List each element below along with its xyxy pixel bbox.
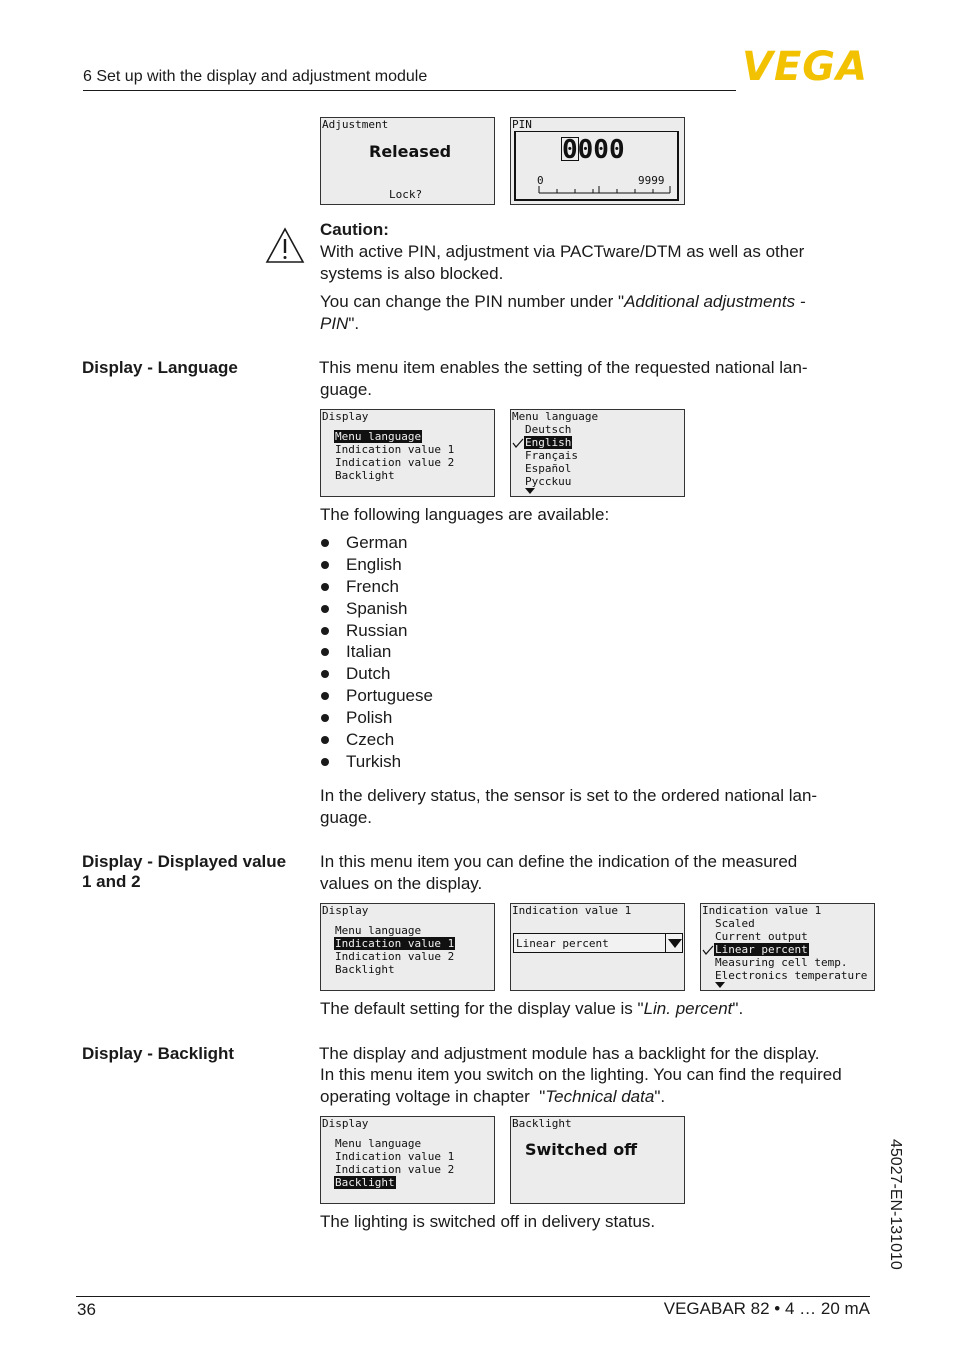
- lcd-item: Indication value 2: [335, 950, 455, 963]
- lcd-item: Indication value 1: [335, 1150, 455, 1163]
- displayed-value-intro: values on the display.: [320, 874, 483, 893]
- lcd-item: Indication value 2: [335, 1163, 455, 1176]
- lcd-prompt: Lock?: [389, 188, 423, 201]
- lcd-item-selected: Backlight: [335, 1176, 395, 1189]
- lcd-item: Backlight: [335, 963, 395, 976]
- backlight-text: In this menu item you switch on the lighting. You can find the required: [320, 1065, 842, 1084]
- list-item: Russian: [320, 620, 433, 642]
- lcd-dropdown: [513, 933, 683, 953]
- caution-line: systems is also blocked.: [320, 264, 504, 283]
- pin-min: 0: [537, 174, 544, 187]
- scroll-down-arrow-icon: [715, 982, 725, 988]
- pin-max: 9999: [638, 174, 665, 187]
- lcd-item: Français: [525, 449, 578, 462]
- caution-pin-note: You can change the PIN number under "Additional adjustments -: [320, 292, 806, 311]
- default-setting-text: The default setting for the display value is "Lin. percent".: [320, 999, 744, 1018]
- pin-cursor: [561, 137, 579, 161]
- bullet-icon: [321, 736, 329, 744]
- pin-value: 0000: [562, 135, 625, 165]
- displayed-value-label: Display - Displayed value: [82, 852, 287, 871]
- lcd-title: Display: [322, 1117, 369, 1130]
- caution-pin-note-end: PIN".: [320, 314, 360, 333]
- lcd-backlight-screen: [510, 1116, 685, 1204]
- bullet-icon: [321, 605, 329, 613]
- languages-available-text: The following languages are available:: [320, 505, 610, 524]
- lcd-item: Backlight: [335, 469, 395, 482]
- lcd-display-menu: [320, 1116, 495, 1204]
- bullet-icon: [321, 670, 329, 678]
- lcd-item-selected: Linear percent: [715, 943, 808, 956]
- caution-line: With active PIN, adjustment via PACTware/DTM as well as other: [320, 242, 805, 261]
- list-item: French: [320, 576, 433, 598]
- list-item: Italian: [320, 641, 433, 663]
- bullet-icon: [321, 561, 329, 569]
- lcd-title: Menu language: [512, 410, 599, 423]
- language-intro: This menu item enables the setting of the requested national lan-: [319, 358, 808, 377]
- lcd-item: Indication value 2: [335, 456, 455, 469]
- list-item: Polish: [320, 707, 433, 729]
- lcd-item: Menu language: [335, 1137, 422, 1150]
- lcd-item-selected: Menu language: [335, 430, 422, 443]
- list-item: Dutch: [320, 663, 433, 685]
- displayed-value-intro: In this menu item you can define the indication of the measured: [320, 852, 798, 871]
- lcd-item: Deutsch: [525, 423, 572, 436]
- displayed-value-label: 1 and 2: [82, 872, 141, 891]
- list-item: Czech: [320, 729, 433, 751]
- bullet-icon: [321, 648, 329, 656]
- lcd-title: Indication value 1: [512, 904, 632, 917]
- list-item: German: [320, 532, 433, 554]
- lcd-adjustment-screen: [320, 117, 495, 205]
- scroll-down-arrow-icon: [525, 488, 535, 494]
- bullet-icon: [321, 692, 329, 700]
- lcd-dropdown-value: Linear percent: [516, 937, 609, 950]
- lcd-display-menu: [320, 903, 495, 991]
- backlight-label: Display - Backlight: [82, 1044, 235, 1063]
- lcd-value: Switched off: [525, 1140, 638, 1159]
- language-intro: guage.: [320, 380, 372, 399]
- lcd-item: Indication value 1: [335, 443, 455, 456]
- lcd-item: Scaled: [715, 917, 755, 930]
- delivery-status-text: In the delivery status, the sensor is set to the ordered national lan-: [320, 786, 818, 805]
- page-number: 36: [77, 1300, 96, 1319]
- backlight-text: The display and adjustment module has a backlight for the display.: [319, 1044, 820, 1063]
- bullet-icon: [321, 539, 329, 547]
- header-rule: [83, 90, 736, 91]
- warning-triangle-icon: [265, 227, 305, 264]
- lcd-title: Display: [322, 904, 369, 917]
- lcd-menu-language: [510, 409, 685, 497]
- footer-product: VEGABAR 82 • 4 … 20 mA: [663, 1299, 870, 1318]
- lcd-title: Display: [322, 410, 369, 423]
- lcd-item: Measuring cell temp.: [715, 956, 848, 969]
- list-item: Turkish: [320, 751, 433, 773]
- lcd-item-selected: Indication value 1: [335, 937, 455, 950]
- lcd-item: Pycckuu: [525, 475, 572, 488]
- bullet-icon: [321, 714, 329, 722]
- lcd-display-menu: [320, 409, 495, 497]
- language-label: Display - Language: [82, 358, 238, 377]
- lcd-title: Backlight: [512, 1117, 572, 1130]
- list-item: Spanish: [320, 598, 433, 620]
- lcd-item: Electronics temperature: [715, 969, 868, 982]
- backlight-delivery-text: The lighting is switched off in delivery status.: [320, 1212, 656, 1231]
- bullet-icon: [321, 627, 329, 635]
- lcd-value: Released: [369, 142, 452, 161]
- lcd-item: Español: [525, 462, 572, 475]
- backlight-text: operating voltage in chapter "Technical data".: [320, 1087, 666, 1106]
- section-title: 6 Set up with the display and adjustment module: [83, 68, 428, 85]
- checkmark-icon: [512, 438, 524, 448]
- lcd-pin-screen: [510, 117, 685, 205]
- lcd-title: Indication value 1: [702, 904, 822, 917]
- bullet-icon: [321, 583, 329, 591]
- lcd-item: Menu language: [335, 924, 422, 937]
- pin-scale: [537, 185, 672, 195]
- footer-rule: [76, 1296, 870, 1297]
- document-code: 45027-EN-131010: [887, 1139, 904, 1270]
- delivery-status-text: guage.: [320, 808, 372, 827]
- checkmark-icon: [702, 945, 714, 955]
- dropdown-divider: [665, 934, 666, 952]
- lcd-title: Adjustment: [322, 118, 389, 131]
- list-item: English: [320, 554, 433, 576]
- language-list: [320, 532, 433, 773]
- list-item: Portuguese: [320, 685, 433, 707]
- caution-heading: Caution:: [320, 220, 389, 239]
- bullet-icon: [321, 758, 329, 766]
- lcd-indication-list: [700, 903, 875, 991]
- lcd-indication-select: [510, 903, 685, 991]
- dropdown-arrow-icon: [668, 939, 682, 948]
- lcd-title: PIN: [512, 118, 532, 131]
- lcd-item: Current output: [715, 930, 808, 943]
- vega-logo: VEGA: [742, 44, 869, 90]
- lcd-item-selected: English: [525, 436, 572, 449]
